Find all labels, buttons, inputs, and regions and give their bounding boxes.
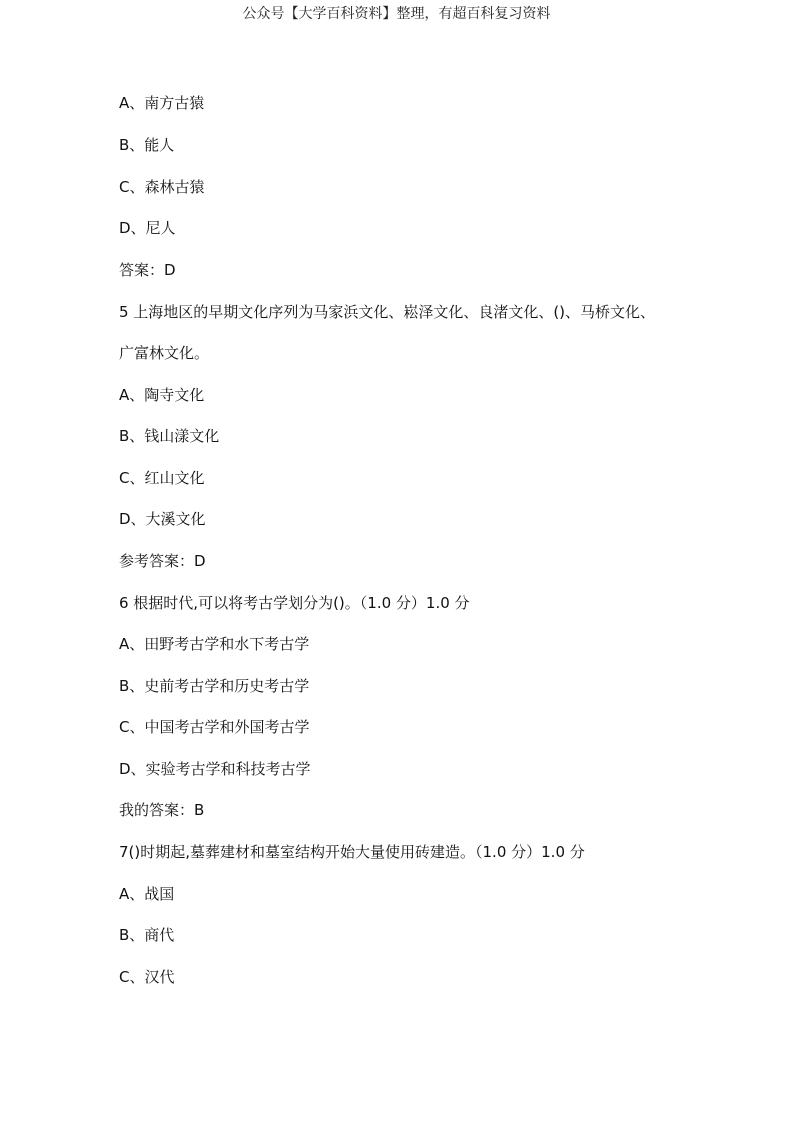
q5-option-a: A、陶寺文化: [119, 386, 205, 404]
q7-question: 7()时期起,墓葬建材和墓室结构开始大量使用砖建造。（1.0 分）1.0 分: [119, 843, 585, 861]
q6-option-b: B、史前考古学和历史考古学: [119, 677, 310, 695]
q5-question: 5 上海地区的早期文化序列为马家浜文化、崧泽文化、良渚文化、()、马桥文化、: [119, 303, 656, 321]
q6-option-a: A、田野考古学和水下考古学: [119, 635, 310, 653]
q4-answer: 答案：D: [119, 261, 176, 279]
q7-option-b: B、商代: [119, 926, 175, 944]
q5-answer: 参考答案：D: [119, 552, 206, 570]
q7-option-a: A、战国: [119, 885, 175, 903]
page-header: 公众号【大学百科资料】整理，有超百科复习资料: [242, 6, 551, 22]
q5-question-cont: 广富林文化。: [119, 344, 210, 362]
q7-option-c: C、汉代: [119, 968, 175, 986]
q5-option-d: D、大溪文化: [119, 510, 206, 528]
q4-option-c: C、森林古猿: [119, 178, 205, 196]
q6-question: 6 根据时代,可以将考古学划分为()。（1.0 分）1.0 分: [119, 594, 470, 612]
q6-option-d: D、实验考古学和科技考古学: [119, 760, 311, 778]
q4-option-a: A、南方古猿: [119, 94, 205, 112]
q4-option-d: D、尼人: [119, 219, 176, 237]
q5-option-b: B、钱山漾文化: [119, 427, 220, 445]
q6-answer: 我的答案：B: [119, 801, 205, 819]
q4-option-b: B、能人: [119, 136, 175, 154]
q5-option-c: C、红山文化: [119, 469, 205, 487]
q6-option-c: C、中国考古学和外国考古学: [119, 718, 310, 736]
